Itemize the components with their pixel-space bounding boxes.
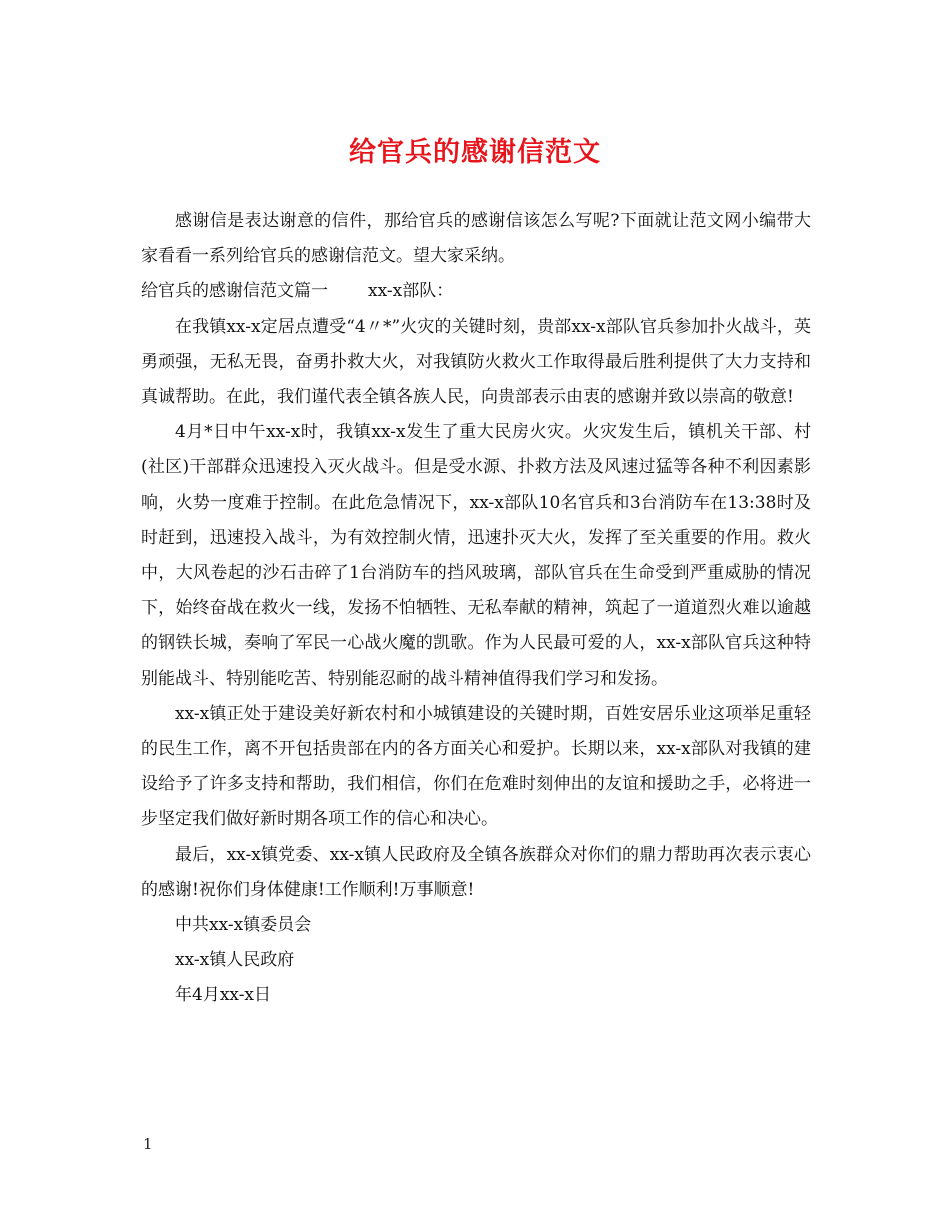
section-heading-line xyxy=(141,274,811,309)
body-paragraph-3: xx-x镇正处于建设美好新农村和小城镇建设的关键时期，百姓安居乐业这项举足重轻的民生工作，离不开包括贵部在内的各方面关心和爱护。长期以来，xx-x部队对我镇的建设给予了许多支持和帮助，我们相信，你们在危难时刻伸出的友谊和援助之手，必将进一步坚定我们做好新时期各项工作的信心和决心。 xyxy=(141,703,811,830)
signature-date: 年4月xx-x日 xyxy=(175,985,272,1006)
signature-organization-2: xx-x镇人民政府 xyxy=(175,950,295,971)
signature-organization-1: 中共xx-x镇委员会 xyxy=(175,915,312,936)
document-body xyxy=(141,204,811,1014)
intro-paragraph: 感谢信是表达谢意的信件，那给官兵的感谢信该怎么写呢?下面就让范文网小编带大家看看一系列给官兵的感谢信范文。望大家采纳。 xyxy=(141,211,811,267)
page-number: 1 xyxy=(143,1135,153,1153)
body-paragraph-4: 最后，xx-x镇党委、xx-x镇人民政府及全镇各族群众对你们的鼎力帮助再次表示衷心的感谢!祝你们身体健康!工作顺利!万事顺意! xyxy=(141,844,811,900)
body-paragraph-2: 4月*日中午xx-x时，我镇xx-x发生了重大民房火灾。火灾发生后，镇机关干部、村(社区)干部群众迅速投入灭火战斗。但是受水源、扑救方法及风速过猛等各种不利因素影响，火势一度难于控制。在此危急情况下，xx-x部队10名官兵和3台消防车在13:38时及时赶到，迅速投入战斗，为有效控制火情，迅速扑灭大火，发挥了至关重要的作用。救火中，大风卷起的沙石击碎了1台消防车的挡风玻璃，部队官兵在生命受到严重威胁的情况下，始终奋战在救火一线，发扬不怕牺牲、无私奉献的精神，筑起了一道道烈火难以逾越的钢铁长城，奏响了军民一心战火魔的凯歌。作为人民最可爱的人，xx-x部队官兵这种特别能战斗、特别能吃苦、特别能忍耐的战斗精神值得我们学习和发扬。 xyxy=(141,422,811,689)
salutation: xx-x部队： xyxy=(368,281,454,302)
document-title: 给官兵的感谢信范文 xyxy=(349,137,601,168)
body-paragraph-1: 在我镇xx-x定居点遭受“4〃*”火灾的关键时刻，贵部xx-x部队官兵参加扑火战斗，英勇顽强，无私无畏，奋勇扑救大火，对我镇防火救火工作取得最后胜利提供了大力支持和真诚帮助。在此，我们谨代表全镇各族人民，向贵部表示由衷的感谢并致以崇高的敬意! xyxy=(141,316,811,408)
section-heading: 给官兵的感谢信范文篇一 xyxy=(141,281,328,302)
